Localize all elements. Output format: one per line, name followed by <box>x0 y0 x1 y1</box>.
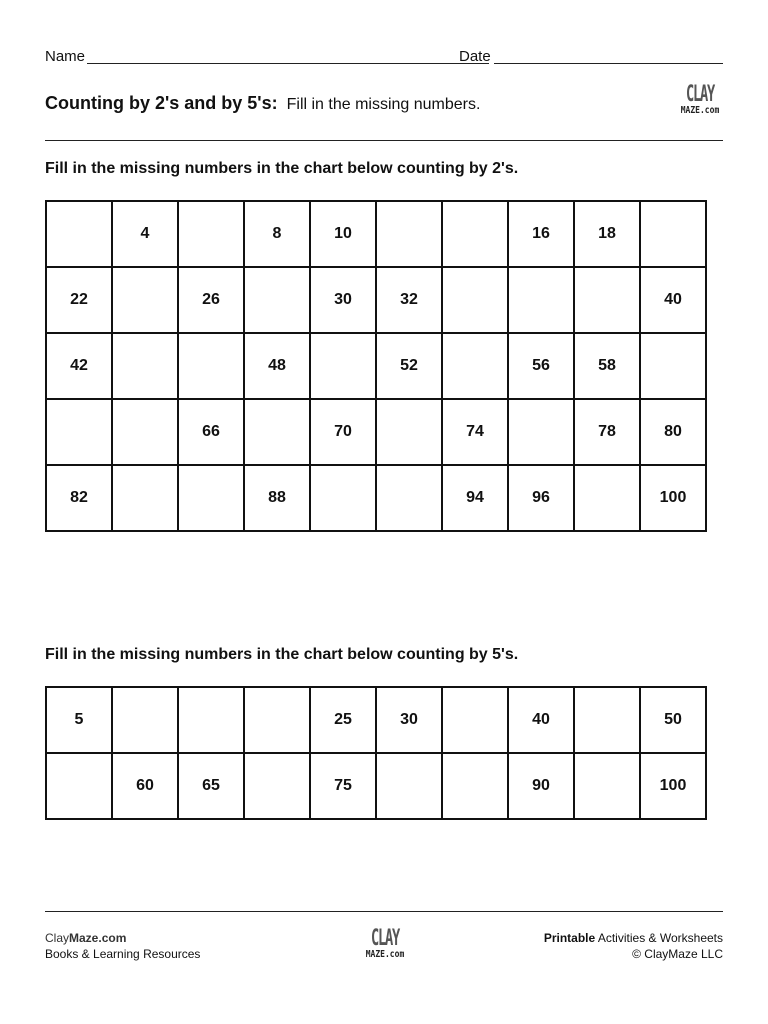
number-cell: 50 <box>640 687 706 753</box>
number-cell: 96 <box>508 465 574 531</box>
blank-cell[interactable] <box>244 267 310 333</box>
chart-row <box>46 333 706 399</box>
number-cell: 66 <box>178 399 244 465</box>
blank-cell[interactable] <box>376 465 442 531</box>
blank-cell[interactable] <box>112 687 178 753</box>
twos-instruction: Fill in the missing numbers in the chart below counting by 2's. <box>45 160 519 177</box>
number-cell: 40 <box>508 687 574 753</box>
blank-cell[interactable] <box>178 465 244 531</box>
number-cell: 70 <box>310 399 376 465</box>
footer-divider <box>45 911 723 912</box>
blank-cell[interactable] <box>178 687 244 753</box>
footer-copyright: © ClayMaze LLC <box>632 947 723 961</box>
blank-cell[interactable] <box>112 465 178 531</box>
blank-cell[interactable] <box>112 267 178 333</box>
number-cell: 60 <box>112 753 178 819</box>
blank-cell[interactable] <box>574 267 640 333</box>
blank-cell[interactable] <box>46 201 112 267</box>
number-cell: 100 <box>640 753 706 819</box>
blank-cell[interactable] <box>310 333 376 399</box>
number-cell: 30 <box>376 687 442 753</box>
blank-cell[interactable] <box>574 465 640 531</box>
number-cell: 26 <box>178 267 244 333</box>
blank-cell[interactable] <box>46 399 112 465</box>
number-cell: 42 <box>46 333 112 399</box>
number-cell: 18 <box>574 201 640 267</box>
date-label: Date <box>459 48 491 65</box>
blank-cell[interactable] <box>508 399 574 465</box>
subtitle-text: Fill in the missing numbers. <box>286 96 481 113</box>
blank-cell[interactable] <box>574 753 640 819</box>
number-cell: 100 <box>640 465 706 531</box>
number-cell: 10 <box>310 201 376 267</box>
number-cell: 30 <box>310 267 376 333</box>
worksheet-title <box>45 93 480 114</box>
date-field-line[interactable] <box>494 63 723 64</box>
number-cell: 82 <box>46 465 112 531</box>
number-cell: 74 <box>442 399 508 465</box>
number-cell: 90 <box>508 753 574 819</box>
number-cell: 78 <box>574 399 640 465</box>
blank-cell[interactable] <box>442 333 508 399</box>
number-cell: 75 <box>310 753 376 819</box>
title-text: Counting by 2's and by 5's: <box>45 93 278 113</box>
counting-by-twos-chart <box>45 200 707 532</box>
chart-row <box>46 687 706 753</box>
fives-instruction: Fill in the missing numbers in the chart below counting by 5's. <box>45 646 519 663</box>
number-cell: 65 <box>178 753 244 819</box>
blank-cell[interactable] <box>178 201 244 267</box>
number-cell: 56 <box>508 333 574 399</box>
chart-row <box>46 753 706 819</box>
blank-cell[interactable] <box>574 687 640 753</box>
blank-cell[interactable] <box>310 465 376 531</box>
chart-row <box>46 201 706 267</box>
blank-cell[interactable] <box>442 753 508 819</box>
chart-row <box>46 465 706 531</box>
blank-cell[interactable] <box>244 753 310 819</box>
blank-cell[interactable] <box>442 267 508 333</box>
blank-cell[interactable] <box>112 333 178 399</box>
blank-cell[interactable] <box>640 201 706 267</box>
header-divider <box>45 140 723 141</box>
counting-by-fives-chart <box>45 686 707 820</box>
footer-printable: Printable Activities & Worksheets <box>543 931 723 945</box>
name-date-row <box>45 46 723 68</box>
blank-cell[interactable] <box>376 201 442 267</box>
footer-right <box>544 930 723 962</box>
number-cell: 58 <box>574 333 640 399</box>
blank-cell[interactable] <box>376 753 442 819</box>
number-cell: 40 <box>640 267 706 333</box>
number-cell: 52 <box>376 333 442 399</box>
footer-tagline: Books & Learning Resources <box>45 947 201 961</box>
blank-cell[interactable] <box>442 201 508 267</box>
blank-cell[interactable] <box>178 333 244 399</box>
blank-cell[interactable] <box>244 399 310 465</box>
number-cell: 80 <box>640 399 706 465</box>
blank-cell[interactable] <box>112 399 178 465</box>
name-field-line[interactable] <box>87 63 489 64</box>
claymaze-logo-icon: CLAY MAZE.com <box>680 82 720 116</box>
number-cell: 48 <box>244 333 310 399</box>
number-cell: 25 <box>310 687 376 753</box>
number-cell: 5 <box>46 687 112 753</box>
number-cell: 32 <box>376 267 442 333</box>
claymaze-footer-logo-icon: CLAY MAZE.com <box>365 926 405 960</box>
chart-row <box>46 267 706 333</box>
blank-cell[interactable] <box>508 267 574 333</box>
number-cell: 22 <box>46 267 112 333</box>
blank-cell[interactable] <box>376 399 442 465</box>
blank-cell[interactable] <box>640 333 706 399</box>
name-label: Name <box>45 48 86 65</box>
chart-row <box>46 399 706 465</box>
blank-cell[interactable] <box>244 687 310 753</box>
number-cell: 16 <box>508 201 574 267</box>
footer-site: ClayMaze.com <box>45 931 127 945</box>
number-cell: 8 <box>244 201 310 267</box>
blank-cell[interactable] <box>46 753 112 819</box>
number-cell: 4 <box>112 201 178 267</box>
number-cell: 94 <box>442 465 508 531</box>
blank-cell[interactable] <box>442 687 508 753</box>
number-cell: 88 <box>244 465 310 531</box>
footer-left <box>45 930 200 962</box>
